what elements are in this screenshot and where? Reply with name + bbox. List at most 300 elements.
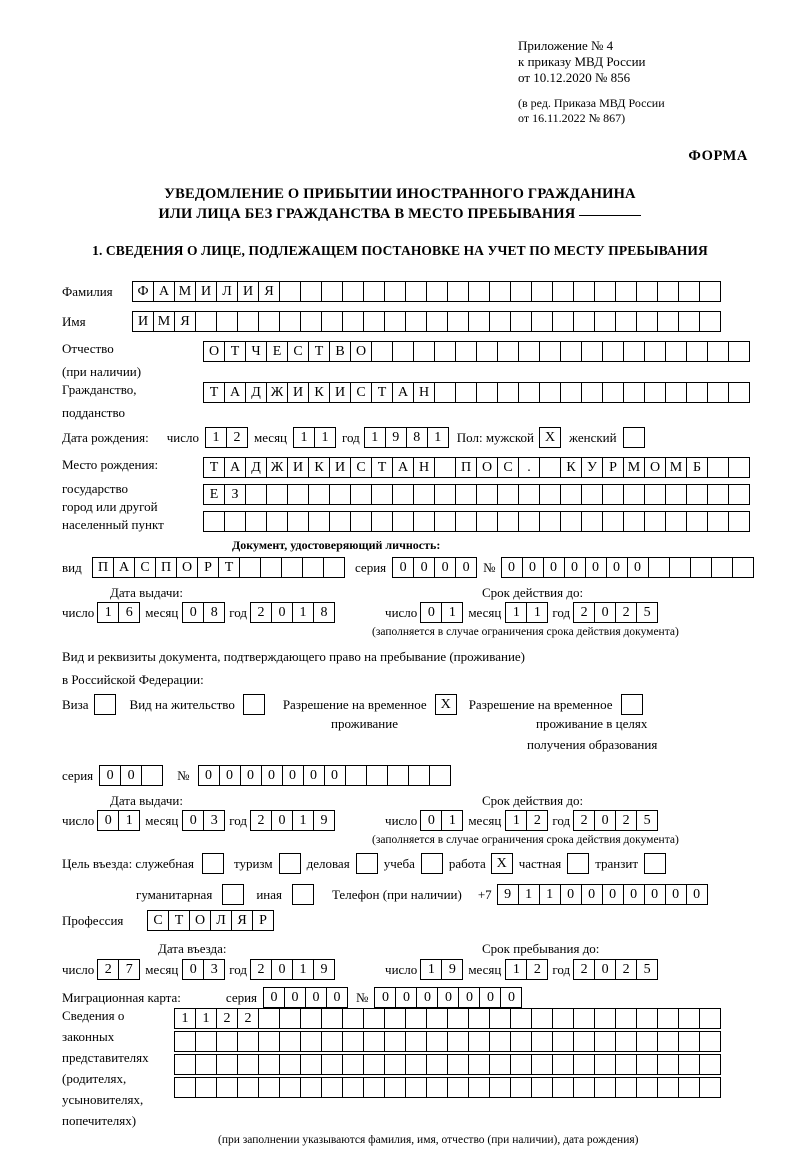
cell[interactable]: [342, 1031, 364, 1052]
cell[interactable]: 1: [539, 884, 561, 905]
cell[interactable]: [678, 1054, 700, 1075]
cell[interactable]: [531, 1077, 553, 1098]
cell[interactable]: [345, 765, 367, 786]
cell[interactable]: [657, 1077, 679, 1098]
cell[interactable]: О: [350, 341, 372, 362]
stay-doc-issue-year-input[interactable]: [250, 810, 335, 831]
cell[interactable]: [371, 484, 393, 505]
cell[interactable]: Т: [168, 910, 190, 931]
cell[interactable]: [636, 281, 658, 302]
cell[interactable]: 0: [271, 602, 293, 623]
cell[interactable]: [648, 557, 670, 578]
cell[interactable]: И: [329, 457, 351, 478]
cell[interactable]: Д: [245, 457, 267, 478]
birth-year-input[interactable]: [364, 427, 449, 448]
cell[interactable]: [174, 1077, 196, 1098]
cell[interactable]: [552, 281, 574, 302]
cell[interactable]: 0: [434, 557, 456, 578]
cell[interactable]: 2: [526, 810, 548, 831]
cell[interactable]: Р: [602, 457, 624, 478]
cell[interactable]: [287, 484, 309, 505]
cell[interactable]: [539, 484, 561, 505]
cell[interactable]: 1: [293, 427, 315, 448]
cell[interactable]: [678, 1031, 700, 1052]
cell[interactable]: [602, 484, 624, 505]
cell[interactable]: Б: [686, 457, 708, 478]
cell[interactable]: [279, 281, 301, 302]
cell[interactable]: [329, 484, 351, 505]
cell[interactable]: 1: [314, 427, 336, 448]
cell[interactable]: 0: [413, 557, 435, 578]
cell[interactable]: [636, 1077, 658, 1098]
cell[interactable]: [489, 1077, 511, 1098]
cell[interactable]: [728, 457, 750, 478]
cell[interactable]: [602, 511, 624, 532]
cell[interactable]: [657, 1008, 679, 1029]
cell[interactable]: 5: [636, 810, 658, 831]
cell[interactable]: О: [176, 557, 198, 578]
cell[interactable]: [476, 382, 498, 403]
cell[interactable]: [623, 382, 645, 403]
stay-doc-valid-month-input[interactable]: [505, 810, 548, 831]
cell[interactable]: [384, 1054, 406, 1075]
phone-input[interactable]: [497, 884, 708, 905]
cell[interactable]: 5: [636, 602, 658, 623]
cell[interactable]: [665, 341, 687, 362]
profession-input[interactable]: [147, 910, 274, 931]
cell[interactable]: О: [189, 910, 211, 931]
cell[interactable]: [405, 1008, 427, 1029]
cell[interactable]: [623, 484, 645, 505]
stay-doc-issue-day-input[interactable]: [97, 810, 140, 831]
cell[interactable]: 2: [250, 602, 272, 623]
cell[interactable]: [644, 341, 666, 362]
cell[interactable]: 2: [226, 427, 248, 448]
purpose-business-checkbox[interactable]: [356, 853, 378, 874]
cell[interactable]: [657, 281, 679, 302]
cell[interactable]: 0: [686, 884, 708, 905]
cell[interactable]: [552, 1031, 574, 1052]
cell[interactable]: 0: [543, 557, 565, 578]
cell[interactable]: С: [350, 382, 372, 403]
cell[interactable]: 9: [313, 810, 335, 831]
cell[interactable]: [237, 1054, 259, 1075]
cell[interactable]: С: [147, 910, 169, 931]
cell[interactable]: 1: [195, 1008, 217, 1029]
cell[interactable]: [539, 457, 561, 478]
cell[interactable]: 1: [441, 602, 463, 623]
cell[interactable]: 0: [326, 987, 348, 1008]
cell[interactable]: [321, 281, 343, 302]
cell[interactable]: 6: [118, 602, 140, 623]
cell[interactable]: [195, 1054, 217, 1075]
cell[interactable]: [732, 557, 754, 578]
cell[interactable]: [539, 382, 561, 403]
cell[interactable]: [594, 1054, 616, 1075]
cell[interactable]: [615, 1077, 637, 1098]
cell[interactable]: [413, 511, 435, 532]
cell[interactable]: [258, 1054, 280, 1075]
cell[interactable]: Р: [252, 910, 274, 931]
cell[interactable]: 0: [261, 765, 283, 786]
cell[interactable]: [497, 511, 519, 532]
cell[interactable]: 1: [292, 959, 314, 980]
cell[interactable]: Я: [174, 311, 196, 332]
cell[interactable]: [258, 1077, 280, 1098]
cell[interactable]: [279, 311, 301, 332]
cell[interactable]: [636, 1031, 658, 1052]
cell[interactable]: [434, 341, 456, 362]
cell[interactable]: [455, 382, 477, 403]
cell[interactable]: 7: [118, 959, 140, 980]
cell[interactable]: К: [308, 382, 330, 403]
cell[interactable]: 0: [594, 602, 616, 623]
cell[interactable]: [447, 281, 469, 302]
cell[interactable]: [366, 765, 388, 786]
cell[interactable]: [573, 1077, 595, 1098]
cell[interactable]: 0: [479, 987, 501, 1008]
cell[interactable]: [602, 341, 624, 362]
cell[interactable]: [711, 557, 733, 578]
cell[interactable]: 0: [420, 602, 442, 623]
cell[interactable]: 0: [271, 959, 293, 980]
stay-doc-series-input[interactable]: [99, 765, 163, 786]
cell[interactable]: [669, 557, 691, 578]
cell[interactable]: [615, 1054, 637, 1075]
cell[interactable]: 0: [522, 557, 544, 578]
cell[interactable]: [408, 765, 430, 786]
cell[interactable]: 2: [250, 810, 272, 831]
visa-checkbox[interactable]: [94, 694, 116, 715]
cell[interactable]: Р: [197, 557, 219, 578]
cell[interactable]: [531, 1008, 553, 1029]
cell[interactable]: [216, 1054, 238, 1075]
cell[interactable]: [468, 281, 490, 302]
cell[interactable]: [573, 1008, 595, 1029]
cell[interactable]: Я: [258, 281, 280, 302]
stay-month-input[interactable]: [505, 959, 548, 980]
cell[interactable]: 0: [644, 884, 666, 905]
stay-year-input[interactable]: [573, 959, 658, 980]
cell[interactable]: 8: [313, 602, 335, 623]
cell[interactable]: [690, 557, 712, 578]
cell[interactable]: [476, 511, 498, 532]
cell[interactable]: [434, 511, 456, 532]
cell[interactable]: [468, 1077, 490, 1098]
cell[interactable]: [594, 1077, 616, 1098]
cell[interactable]: [510, 1054, 532, 1075]
cell[interactable]: [581, 341, 603, 362]
migration-card-number-input[interactable]: [374, 987, 522, 1008]
cell[interactable]: 5: [636, 959, 658, 980]
cell[interactable]: 2: [97, 959, 119, 980]
cell[interactable]: Л: [210, 910, 232, 931]
cell[interactable]: А: [153, 281, 175, 302]
cell[interactable]: [300, 1031, 322, 1052]
id-doc-valid-day-input[interactable]: [420, 602, 463, 623]
cell[interactable]: [699, 311, 721, 332]
cell[interactable]: 1: [427, 427, 449, 448]
cell[interactable]: [636, 1054, 658, 1075]
cell[interactable]: [426, 1077, 448, 1098]
cell[interactable]: [387, 765, 409, 786]
cell[interactable]: [237, 311, 259, 332]
cell[interactable]: [531, 1054, 553, 1075]
cell[interactable]: 0: [420, 810, 442, 831]
cell[interactable]: [728, 382, 750, 403]
cell[interactable]: [665, 511, 687, 532]
cell[interactable]: [405, 311, 427, 332]
cell[interactable]: [342, 311, 364, 332]
entry-year-input[interactable]: [250, 959, 335, 980]
cell[interactable]: [594, 281, 616, 302]
cell[interactable]: [489, 281, 511, 302]
cell[interactable]: [350, 511, 372, 532]
purpose-work-checkbox[interactable]: X: [491, 853, 513, 874]
cell[interactable]: [518, 341, 540, 362]
cell[interactable]: [174, 1031, 196, 1052]
cell[interactable]: 2: [615, 810, 637, 831]
cell[interactable]: [384, 281, 406, 302]
cell[interactable]: М: [153, 311, 175, 332]
cell[interactable]: [497, 484, 519, 505]
cell[interactable]: Т: [203, 382, 225, 403]
cell[interactable]: [531, 1031, 553, 1052]
cell[interactable]: [279, 1077, 301, 1098]
cell[interactable]: М: [623, 457, 645, 478]
cell[interactable]: 0: [392, 557, 414, 578]
cell[interactable]: 0: [623, 884, 645, 905]
cell[interactable]: [342, 281, 364, 302]
cell[interactable]: [455, 511, 477, 532]
purpose-study-checkbox[interactable]: [421, 853, 443, 874]
cell[interactable]: [573, 311, 595, 332]
cell[interactable]: Е: [203, 484, 225, 505]
cell[interactable]: 0: [458, 987, 480, 1008]
cell[interactable]: С: [497, 457, 519, 478]
cell[interactable]: 1: [292, 810, 314, 831]
cell[interactable]: Ф: [132, 281, 154, 302]
cell[interactable]: [539, 341, 561, 362]
cell[interactable]: Т: [224, 341, 246, 362]
name-input[interactable]: [132, 311, 721, 332]
cell[interactable]: 0: [324, 765, 346, 786]
cell[interactable]: [413, 341, 435, 362]
cell[interactable]: [266, 484, 288, 505]
cell[interactable]: [573, 1054, 595, 1075]
cell[interactable]: [216, 1077, 238, 1098]
cell[interactable]: [371, 511, 393, 532]
cell[interactable]: [245, 511, 267, 532]
cell[interactable]: [426, 1008, 448, 1029]
cell[interactable]: [539, 511, 561, 532]
cell[interactable]: [224, 511, 246, 532]
cell[interactable]: [258, 311, 280, 332]
cell[interactable]: [392, 341, 414, 362]
cell[interactable]: [623, 341, 645, 362]
cell[interactable]: [342, 1054, 364, 1075]
cell[interactable]: [216, 1031, 238, 1052]
sex-female-checkbox[interactable]: [623, 427, 645, 448]
cell[interactable]: Т: [218, 557, 240, 578]
cell[interactable]: Д: [245, 382, 267, 403]
cell[interactable]: [560, 484, 582, 505]
cell[interactable]: [300, 281, 322, 302]
cell[interactable]: 0: [120, 765, 142, 786]
cell[interactable]: П: [455, 457, 477, 478]
cell[interactable]: М: [665, 457, 687, 478]
cell[interactable]: [665, 382, 687, 403]
cell[interactable]: [531, 281, 553, 302]
cell[interactable]: [552, 1077, 574, 1098]
cell[interactable]: [384, 1031, 406, 1052]
cell[interactable]: [707, 341, 729, 362]
patronymic-input[interactable]: [203, 341, 750, 362]
cell[interactable]: [644, 511, 666, 532]
cell[interactable]: [497, 341, 519, 362]
cell[interactable]: [699, 281, 721, 302]
cell[interactable]: 1: [526, 602, 548, 623]
cell[interactable]: [363, 1008, 385, 1029]
cell[interactable]: [195, 311, 217, 332]
cell[interactable]: А: [392, 457, 414, 478]
cell[interactable]: П: [92, 557, 114, 578]
cell[interactable]: Ж: [266, 457, 288, 478]
cell[interactable]: К: [308, 457, 330, 478]
cell[interactable]: [392, 511, 414, 532]
cell[interactable]: С: [287, 341, 309, 362]
cell[interactable]: 1: [174, 1008, 196, 1029]
cell[interactable]: [300, 1008, 322, 1029]
cell[interactable]: [384, 1008, 406, 1029]
cell[interactable]: Я: [231, 910, 253, 931]
cell[interactable]: [560, 382, 582, 403]
cell[interactable]: 0: [585, 557, 607, 578]
cell[interactable]: 0: [284, 987, 306, 1008]
cell[interactable]: [518, 484, 540, 505]
cell[interactable]: Т: [203, 457, 225, 478]
cell[interactable]: 0: [501, 557, 523, 578]
cell[interactable]: [699, 1031, 721, 1052]
cell[interactable]: Т: [308, 341, 330, 362]
purpose-tourism-checkbox[interactable]: [279, 853, 301, 874]
cell[interactable]: [363, 1054, 385, 1075]
cell[interactable]: И: [329, 382, 351, 403]
cell[interactable]: [426, 311, 448, 332]
birth-place-locality-input[interactable]: [203, 511, 750, 532]
cell[interactable]: 2: [573, 959, 595, 980]
cell[interactable]: [707, 484, 729, 505]
cell[interactable]: [384, 311, 406, 332]
cell[interactable]: О: [644, 457, 666, 478]
cell[interactable]: [468, 1031, 490, 1052]
cell[interactable]: [321, 1008, 343, 1029]
cell[interactable]: [363, 1077, 385, 1098]
cell[interactable]: В: [329, 341, 351, 362]
cell[interactable]: 1: [505, 959, 527, 980]
cell[interactable]: 9: [441, 959, 463, 980]
cell[interactable]: Н: [413, 382, 435, 403]
cell[interactable]: [447, 311, 469, 332]
cell[interactable]: [258, 1031, 280, 1052]
cell[interactable]: [260, 557, 282, 578]
cell[interactable]: З: [224, 484, 246, 505]
cell[interactable]: 0: [560, 884, 582, 905]
cell[interactable]: 2: [615, 959, 637, 980]
cell[interactable]: Е: [266, 341, 288, 362]
cell[interactable]: [518, 382, 540, 403]
entry-day-input[interactable]: [97, 959, 140, 980]
cell[interactable]: [552, 1008, 574, 1029]
cell[interactable]: [707, 382, 729, 403]
cell[interactable]: [321, 1054, 343, 1075]
cell[interactable]: 8: [203, 602, 225, 623]
cell[interactable]: [510, 1077, 532, 1098]
cell[interactable]: [615, 311, 637, 332]
cell[interactable]: [279, 1008, 301, 1029]
cell[interactable]: [392, 484, 414, 505]
cell[interactable]: [594, 1008, 616, 1029]
cell[interactable]: И: [132, 311, 154, 332]
cell[interactable]: 9: [497, 884, 519, 905]
cell[interactable]: [581, 511, 603, 532]
cell[interactable]: [623, 511, 645, 532]
cell[interactable]: [644, 382, 666, 403]
cell[interactable]: 1: [97, 602, 119, 623]
cell[interactable]: [678, 1008, 700, 1029]
cell[interactable]: Т: [371, 457, 393, 478]
cell[interactable]: [237, 1077, 259, 1098]
cell[interactable]: [699, 1008, 721, 1029]
cell[interactable]: [510, 311, 532, 332]
cell[interactable]: [245, 484, 267, 505]
cell[interactable]: [665, 484, 687, 505]
id-doc-valid-year-input[interactable]: [573, 602, 658, 623]
cell[interactable]: [258, 1008, 280, 1029]
cell[interactable]: 1: [441, 810, 463, 831]
cell[interactable]: 2: [573, 810, 595, 831]
cell[interactable]: [203, 511, 225, 532]
cell[interactable]: 0: [97, 810, 119, 831]
cell[interactable]: 1: [505, 810, 527, 831]
cell[interactable]: [342, 1077, 364, 1098]
cell[interactable]: [552, 1054, 574, 1075]
cell[interactable]: [678, 281, 700, 302]
stay-day-input[interactable]: [420, 959, 463, 980]
cell[interactable]: Ч: [245, 341, 267, 362]
cell[interactable]: 3: [203, 810, 225, 831]
cell[interactable]: [678, 311, 700, 332]
stay-doc-issue-month-input[interactable]: [182, 810, 225, 831]
cell[interactable]: [468, 311, 490, 332]
cell[interactable]: 0: [602, 884, 624, 905]
cell[interactable]: [426, 1054, 448, 1075]
cell[interactable]: [644, 484, 666, 505]
cell[interactable]: 2: [216, 1008, 238, 1029]
cell[interactable]: [510, 1008, 532, 1029]
id-doc-kind-input[interactable]: [92, 557, 345, 578]
cell[interactable]: [447, 1031, 469, 1052]
cell[interactable]: У: [581, 457, 603, 478]
cell[interactable]: [350, 484, 372, 505]
cell[interactable]: 0: [594, 959, 616, 980]
id-doc-issue-year-input[interactable]: [250, 602, 335, 623]
cell[interactable]: [581, 382, 603, 403]
cell[interactable]: [363, 281, 385, 302]
cell[interactable]: [594, 311, 616, 332]
cell[interactable]: [728, 341, 750, 362]
cell[interactable]: 2: [526, 959, 548, 980]
